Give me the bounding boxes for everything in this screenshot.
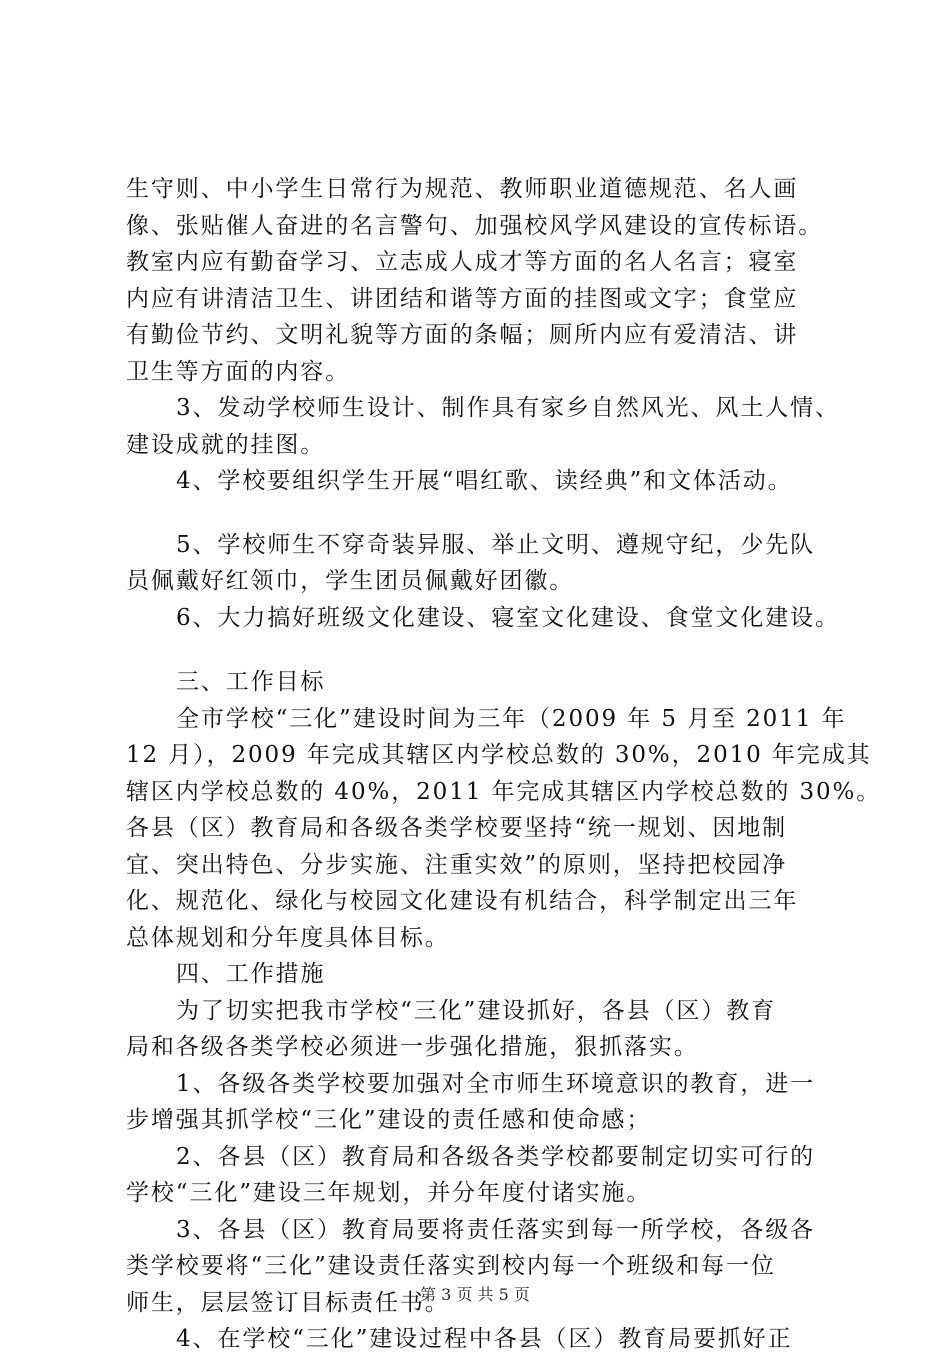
text-line: 建设成就的挂图。 [126, 431, 326, 458]
text-line: 12 月），2009 年完成其辖区内学校总数的 30%，2010 年完成其 [126, 742, 872, 768]
measure-item-2: 2、各县（区）教育局和各级各类学校都要制定切实可行的 [176, 1143, 816, 1170]
text-line: 步增强其抓学校“三化”建设的责任感和使命感； [126, 1107, 652, 1133]
text-line: 全市学校“三化”建设时间为三年（2009 年 5 月至 2011 年 [176, 705, 847, 732]
text-line: 学校“三化”建设三年规划，并分年度付诸实施。 [126, 1180, 652, 1206]
text-line: 卫生等方面的内容。 [126, 358, 351, 385]
list-item-5: 5、学校师生不穿奇装异服、举止文明、遵规守纪，少先队 [176, 531, 816, 558]
text-line: 各县（区）教育局和各级各类学校要坚持“统一规划、因地制 [126, 815, 788, 841]
text-line: 教室内应有勤奋学习、立志成人成才等方面的名人名言；寝室 [126, 249, 799, 275]
text-line: 员佩戴好红领巾，学生团员佩戴好团徽。 [126, 568, 575, 594]
text-line: 宜、突出特色、分步实施、注重实效”的原则，坚持把校园净 [126, 851, 788, 878]
text-line: 像、张贴催人奋进的名言警句、加强校风学风建设的宣传标语。 [126, 212, 824, 239]
list-item-6: 6、大力搞好班级文化建设、寝室文化建设、食堂文化建设。 [176, 604, 840, 631]
text-line: 内应有讲清洁卫生、讲团结和谐等方面的挂图或文字；食堂应 [126, 285, 799, 312]
text-line: 师生，层层签订目标责任书。 [126, 1289, 450, 1316]
text-line: 辖区内学校总数的 40%，2011 年完成其辖区内学校总数的 30%。 [126, 778, 882, 805]
text-line: 有勤俭节约、文明礼貌等方面的条幅；厕所内应有爱清洁、讲 [126, 322, 799, 348]
measure-item-3: 3、各县（区）教育局要将责任落实到每一所学校，各级各 [176, 1216, 816, 1243]
text-line: 局和各级各类学校必须进一步强化措施，狠抓落实。 [126, 1034, 699, 1060]
section-heading-goals: 三、工作目标 [176, 669, 326, 695]
text-line: 化、规范化、绿化与校园文化建设有机结合，科学制定出三年 [126, 888, 799, 914]
list-item-4: 4、学校要组织学生开展“唱红歌、读经典”和文体活动。 [176, 468, 793, 494]
measure-item-4: 4、在学校“三化”建设过程中各县（区）教育局要抓好正 [176, 1326, 793, 1352]
text-line: 为了切实把我市学校“三化”建设抓好，各县（区）教育 [176, 997, 777, 1024]
measure-item-1: 1、各级各类学校要加强对全市师生环境意识的教育，进一 [176, 1070, 816, 1097]
document-body [126, 171, 882, 1358]
text-line: 生守则、中小学生日常行为规范、教师职业道德规范、名人画 [126, 176, 799, 202]
paragraph-gap [126, 500, 836, 527]
text-line: 总体规划和分年度具体目标。 [126, 924, 450, 951]
text-line: 类学校要将“三化”建设责任落实到校内每一个班级和每一位 [126, 1253, 776, 1279]
section-heading-measures: 四、工作措施 [176, 961, 326, 987]
page-number-footer: 第 3 页 共 5 页 [420, 1285, 530, 1304]
list-item-3: 3、发动学校师生设计、制作具有家乡自然风光、风土人情、 [176, 395, 840, 421]
paragraph-gap [126, 636, 836, 664]
